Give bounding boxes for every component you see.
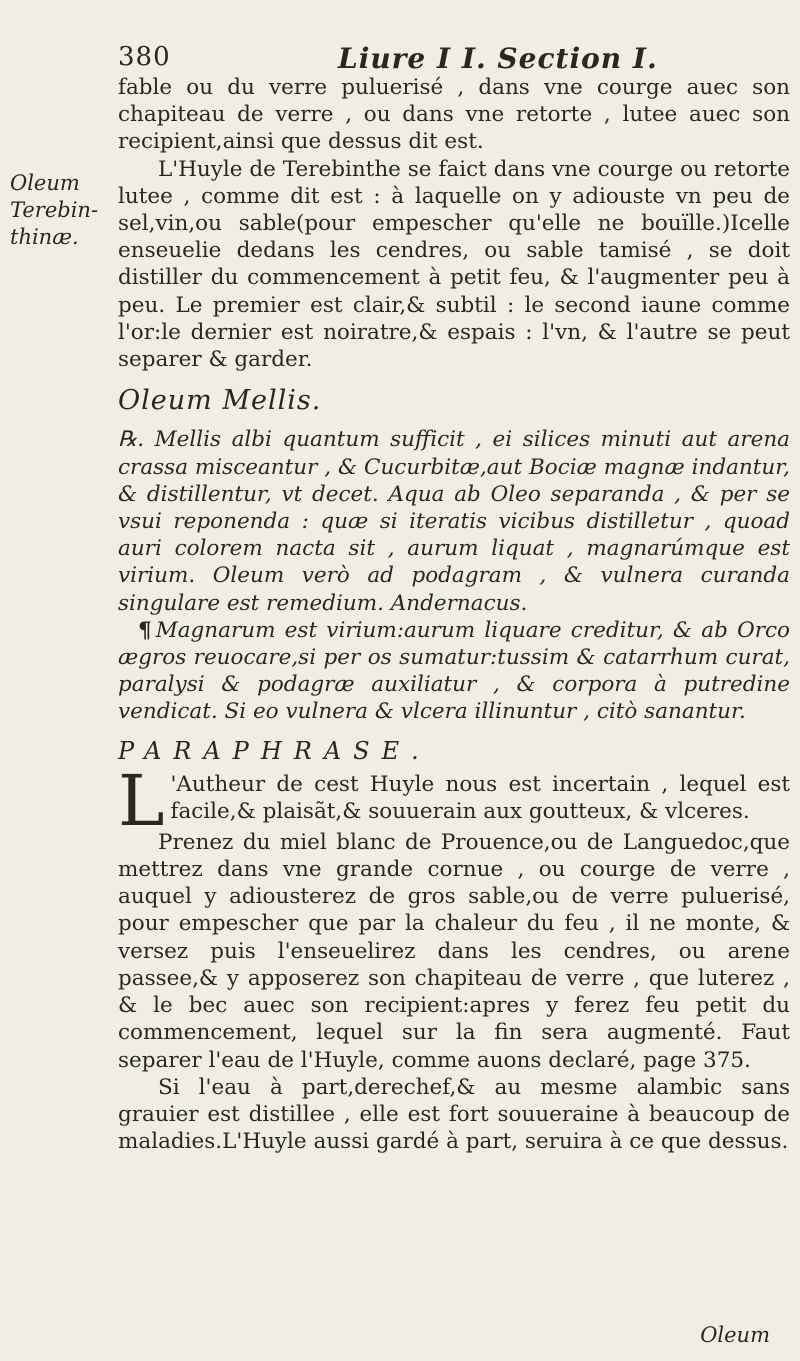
drop-capital: L bbox=[118, 759, 165, 842]
margin-note-oleum-terebinthinae: Oleum Terebin-thinæ. bbox=[10, 171, 99, 249]
latin-virtues-text: Magnarum est virium:aurum liquare creditur, & ab Orco ægros reuocare,si per os sumatur:tussim & catarrhum curat, paralysi & podagræ auxiliatur , & corpora à putredine vendicat. Si eo vulnera & vlcera illinuntur , citò sanantur. bbox=[118, 617, 790, 725]
paraphrase-method: Prenez du miel blanc de Prouence,ou de Languedoc,que mettrez dans vne grande cornue , ou courge de verre , auquel y adiousterez de gros sable,ou de verre puluerisé, pour empescher que par la chaleur du feu , il ne monte, & versez puis l'enseuelirez dans les cendres, ou arene passee,& y apposerez son chapiteau de verre , que luterez , & le bec auec son recipient:apres y ferez feu petit du commencement, lequel sur la fin sera augmenté. Faut separer l'eau de l'Huyle, comme auons declaré, page 375. bbox=[118, 829, 790, 1073]
latin-virtues bbox=[118, 617, 790, 726]
main-text bbox=[118, 74, 790, 1155]
running-title: Liure I I. Section I. bbox=[338, 42, 658, 75]
latin-recipe: ℞. Mellis albi quantum sufficit , ei silices minuti aut arena crassa misceantur , & Cucurbitæ,aut Bociæ magnæ indantur, & distillentur, vt decet. Aqua ab Oleo separanda , & per se vsui reponenda : quæ si iteratis vicibus distilletur , quoad auri colorem nacta sit , aurum liquat , magnarúmque est virium. Oleum verò ad podagram , & vulnera curanda singulare est remedium. Andernacus. bbox=[118, 427, 790, 616]
catchword: Oleum bbox=[700, 1323, 770, 1347]
section-title-oleum-mellis: Oleum Mellis. bbox=[118, 385, 322, 417]
paraphrase-intro-text: 'Autheur de cest Huyle nous est incertain , lequel est facile,& plaisãt,& souuerain aux goutteux, & vlceres. bbox=[170, 771, 790, 825]
paraphrase-conclusion: Si l'eau à part,derechef,& au mesme alambic sans grauier est distillee , elle est fort souueraine à beaucoup de maladies.L'Huyle aussi gardé à part, seruira à ce que dessus. bbox=[118, 1074, 790, 1155]
page-number: 380 bbox=[118, 42, 171, 72]
paraphrase-intro bbox=[118, 759, 790, 842]
pilcrow-mark: ¶ bbox=[138, 617, 152, 643]
paragraph-continuation: fable ou du verre puluerisé , dans vne courge auec son chapiteau de verre , ou dans vne retorte , lutee auec son recipient,ainsi que dessus dit est. bbox=[118, 75, 790, 155]
paragraph-terebinthine: L'Huyle de Terebinthe se faict dans vne courge ou retorte lutee , comme dit est : à laquelle on y adiouste vn peu de sel,vin,ou sable(pour empescher qu'elle ne bouïlle.)Icelle enseuelie dedans les cendres, ou sable tamisé , se doit distiller du commencement à petit feu, & l'augmenter peu à peu. Le premier est clair,& subtil : le second iaune comme l'or:le dernier est noiratre,& espais : l'vn, & l'autre se peut separer & garder. bbox=[118, 156, 790, 373]
paraphrase-heading: PARAPHRASE. bbox=[118, 736, 431, 765]
